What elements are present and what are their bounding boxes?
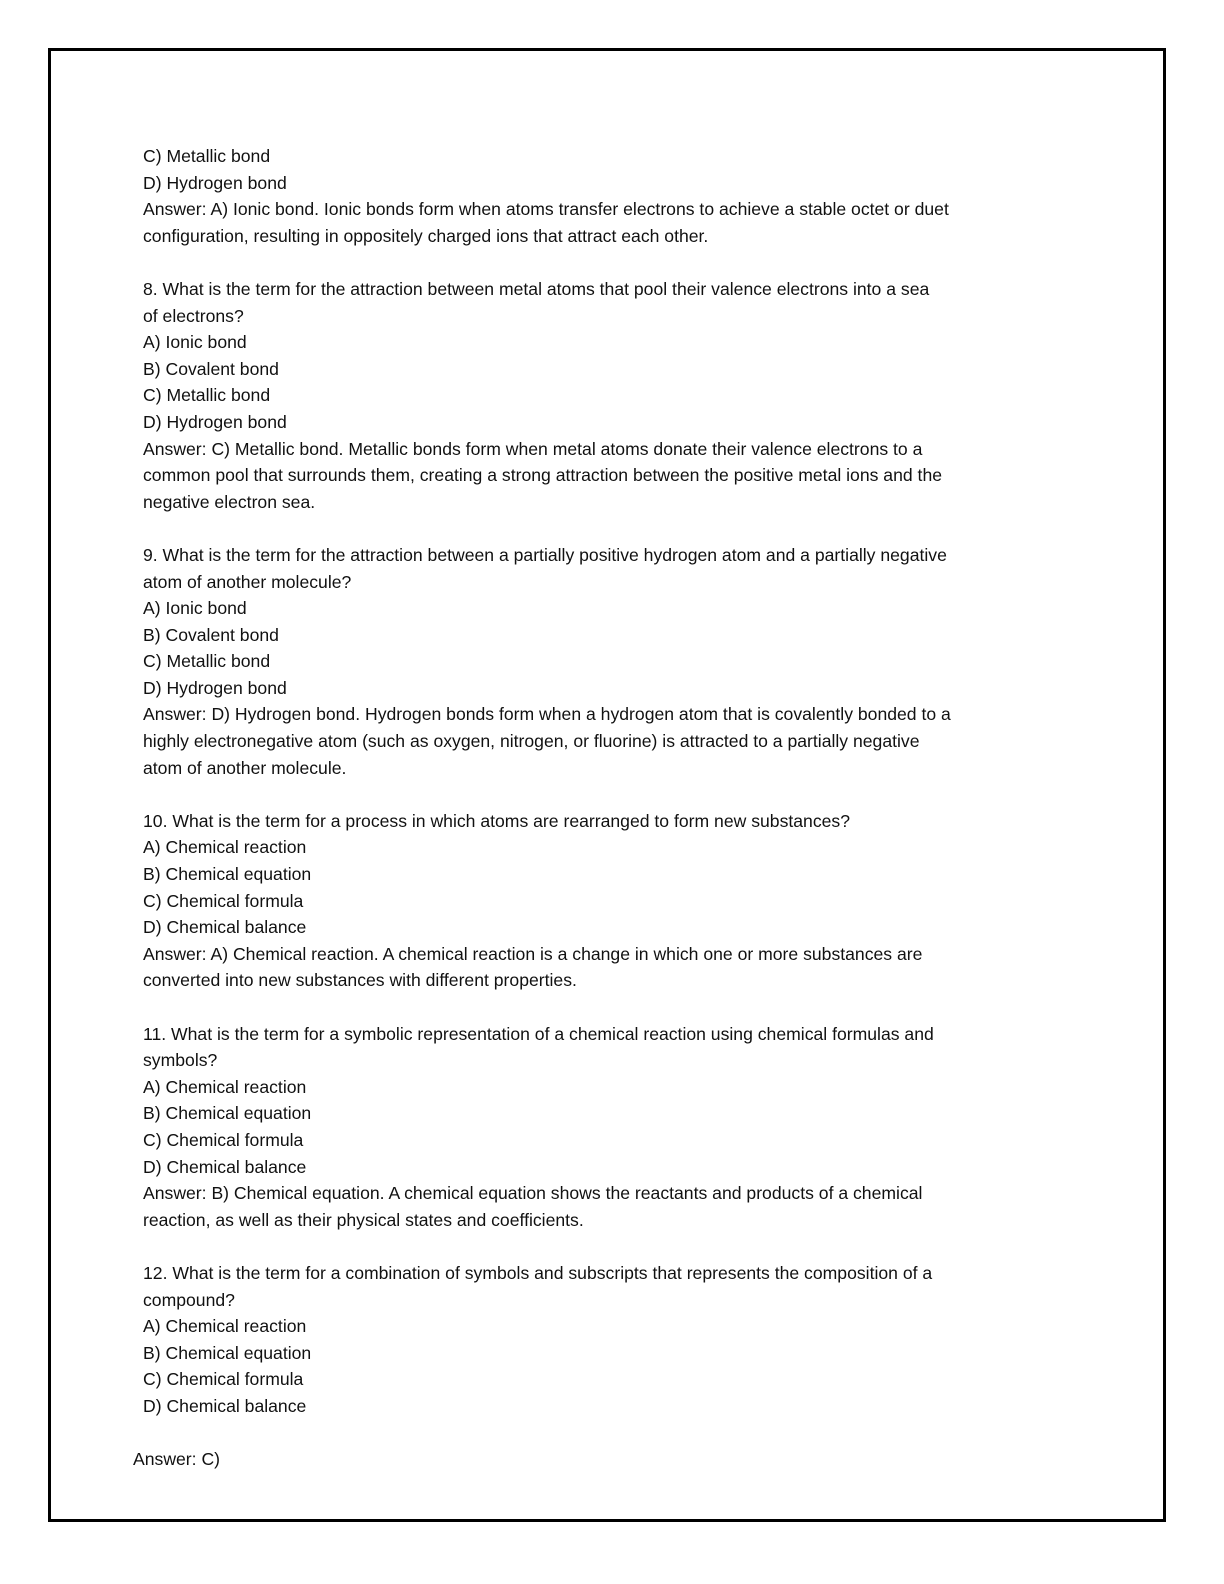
text-line: reaction, as well as their physical states and coefficients.	[143, 1209, 584, 1230]
text-line: negative electron sea.	[143, 491, 316, 512]
text-line: A) Chemical reaction	[143, 1076, 307, 1097]
text-line: B) Chemical equation	[143, 1103, 312, 1124]
text-line: of electrons?	[143, 305, 244, 326]
text-line: C) Chemical formula	[143, 1129, 304, 1150]
text-line: common pool that surrounds them, creating a strong attraction between the positive metal ions and the	[143, 465, 943, 486]
text-line: B) Chemical equation	[143, 864, 312, 885]
text-line: C) Metallic bond	[143, 651, 271, 672]
text-line: Answer: C) Metallic bond. Metallic bonds form when metal atoms donate their valence electrons to a	[143, 438, 923, 459]
text-line: 12. What is the term for a combination of symbols and subscripts that represents the composition of a	[143, 1262, 933, 1283]
text-line: C) Chemical formula	[143, 1369, 304, 1390]
question-block	[143, 808, 951, 994]
text-line: Answer: B) Chemical equation. A chemical equation shows the reactants and products of a chemical	[143, 1183, 923, 1204]
text-line: Answer: D) Hydrogen bond. Hydrogen bonds form when a hydrogen atom that is covalently bonded to a	[143, 704, 951, 725]
text-line: D) Chemical balance	[143, 917, 307, 938]
text-line: 10. What is the term for a process in which atoms are rearranged to form new substances?	[143, 810, 851, 831]
text-line: C) Metallic bond	[143, 385, 271, 406]
text-line: B) Chemical equation	[143, 1342, 312, 1363]
text-line: D) Chemical balance	[143, 1156, 307, 1177]
text-line: 9. What is the term for the attraction between a partially positive hydrogen atom and a partially negative	[143, 544, 947, 565]
text-line: symbols?	[143, 1050, 218, 1071]
text-line: compound?	[143, 1289, 235, 1310]
question-block	[143, 143, 951, 249]
text-line: 8. What is the term for the attraction between metal atoms that pool their valence electrons into a sea	[143, 278, 930, 299]
text-line: B) Covalent bond	[143, 624, 279, 645]
text-line: atom of another molecule?	[143, 571, 352, 592]
text-line: Answer: A) Chemical reaction. A chemical reaction is a change in which one or more substances are	[143, 943, 923, 964]
question-block	[143, 276, 951, 515]
final-answer: Answer: C)	[133, 1449, 221, 1470]
text-line: D) Hydrogen bond	[143, 677, 287, 698]
text-line: A) Ionic bond	[143, 598, 247, 619]
text-line: highly electronegative atom (such as oxygen, nitrogen, or fluorine) is attracted to a partially negative	[143, 731, 920, 752]
text-line: Answer: A) Ionic bond. Ionic bonds form when atoms transfer electrons to achieve a stable octet or duet	[143, 199, 949, 220]
text-line: A) Chemical reaction	[143, 1316, 307, 1337]
document-content	[133, 143, 951, 1473]
text-line: 11. What is the term for a symbolic representation of a chemical reaction using chemical formulas and	[143, 1023, 934, 1044]
question-block	[143, 1260, 951, 1420]
text-line: D) Hydrogen bond	[143, 172, 287, 193]
text-line: D) Chemical balance	[143, 1395, 307, 1416]
question-block	[143, 542, 951, 781]
text-line: C) Chemical formula	[143, 890, 304, 911]
text-line: B) Covalent bond	[143, 358, 279, 379]
question-block	[143, 1021, 951, 1234]
text-line: A) Chemical reaction	[143, 837, 307, 858]
text-line: atom of another molecule.	[143, 757, 347, 778]
text-line: A) Ionic bond	[143, 332, 247, 353]
text-line: converted into new substances with different properties.	[143, 970, 577, 991]
text-line: D) Hydrogen bond	[143, 411, 287, 432]
question-list	[143, 143, 951, 1420]
text-line: C) Metallic bond	[143, 146, 271, 166]
text-line: configuration, resulting in oppositely charged ions that attract each other.	[143, 225, 709, 246]
